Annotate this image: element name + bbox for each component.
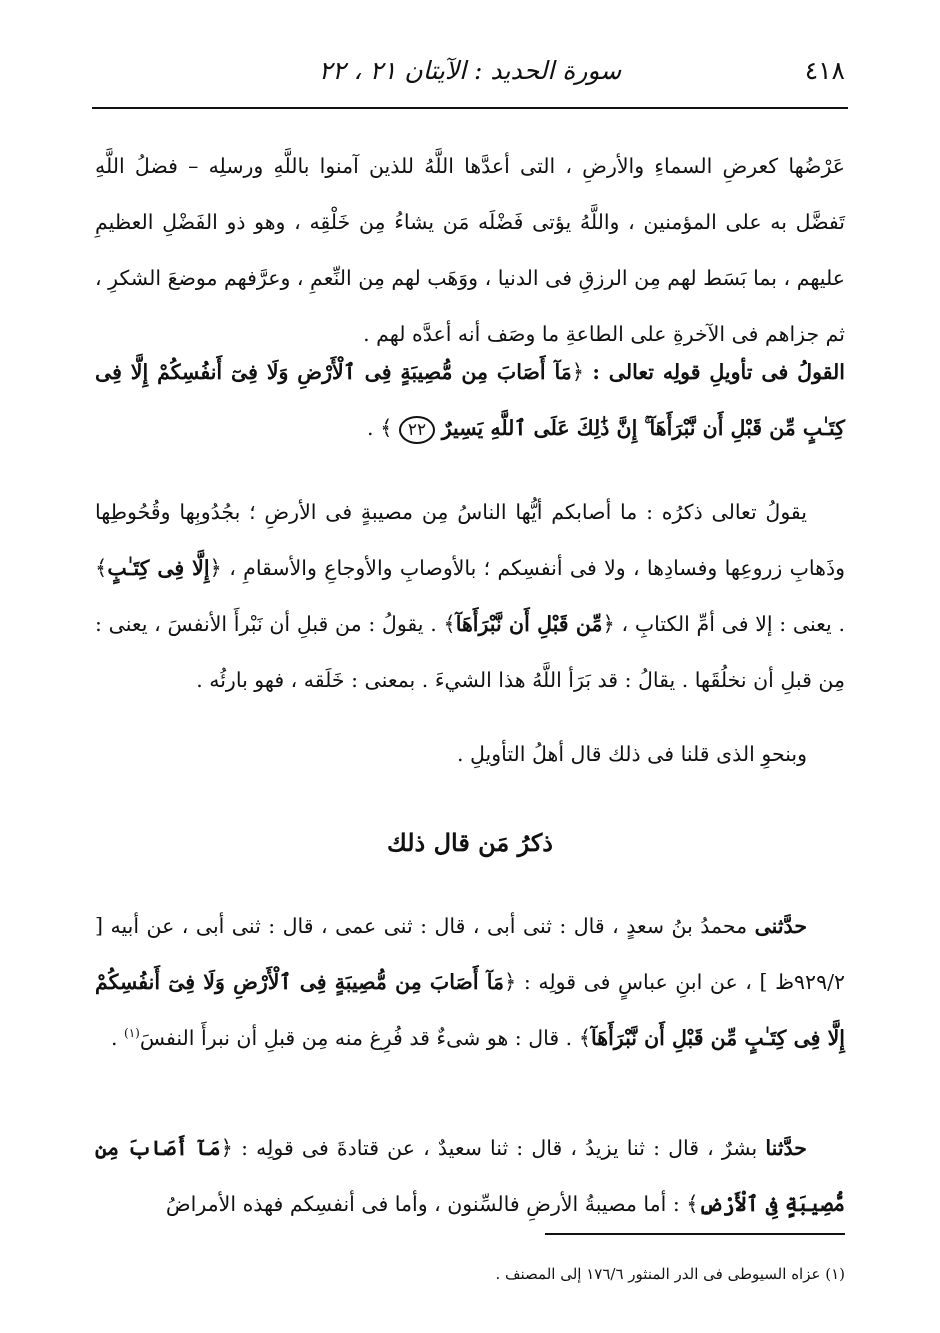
- paragraph-6-text: [95, 1120, 845, 1232]
- quran-quote: مِّن قَبْلِ أَن نَّبْرَأَهَآ: [455, 612, 603, 636]
- p6-text-1: بشرٌ ، قال : ثنا يزيدُ ، قال : ثنا سعيدٌ ، عن قتادةَ فى قولِه :: [241, 1136, 758, 1160]
- page-number: ٤١٨: [804, 56, 845, 85]
- footnote-rule: [545, 1233, 845, 1235]
- footnote: (١) عزاه السيوطى فى الدر المنثور ١٧٦/٦ إلى المصنف .: [495, 1265, 845, 1283]
- ornate-bracket-open: ﴿: [602, 612, 615, 636]
- p6-text-2: : أما مصيبةُ الأرضِ فالسِّنون ، وأما فى أنفسِكم فهذه الأمراضُ: [165, 1192, 680, 1216]
- p5-text-1: محمدُ بنُ سعدٍ ، قال : ثنى أبى ، قال : ثنى عمى ، قال : ثنى أبى ، عن أبيه [ ٩٢٩/٢ظ ] ، عن ابنِ عباسٍ فى قولِه :: [95, 914, 845, 994]
- paragraph-2: [95, 344, 845, 456]
- section-heading: ذكرُ مَن قال ذلك: [387, 828, 553, 857]
- quran-quote: مَآ أَصَابَ مِن مُّصِيبَةٍ فِى ٱلْأَرْضِ وَلَا فِىٓ أَنفُسِكُمْ إِلَّا فِى كِتَـٰبٍ مِّن قَبْلِ أَن نَّبْرَأَهَآ: [95, 970, 845, 1050]
- p3-text-1: يقولُ تعالى ذكرُه : ما أصابكم أيُّها الناسُ مِن مصيبةٍ فى الأرضِ ؛ بجُدُوبِها وقُحُوطِها وذَهابِ زروعِها وفسادِها ، ولا فى أنفسِكم ؛ بالأوصابِ والأوجاعِ والأسقامِ ،: [95, 500, 845, 580]
- narration-lead: حدَّثنى: [754, 914, 807, 938]
- paragraph-5-text: [95, 898, 845, 1066]
- p3-text-3: . يقولُ : من قبلِ أن نَبْرأَ الأنفسَ ، يعنى : مِن قبلِ أن نخلُقَها . يقالُ : قد بَرَأ اللَّهُ هذا الشيءَ . بمعنى : خَلَقه ، فهو بارئُه .: [95, 612, 845, 692]
- paragraph-2-end: .: [367, 416, 381, 440]
- ornate-bracket-open: ﴿: [503, 970, 517, 994]
- paragraph-1: [95, 138, 845, 362]
- section-lead: القولُ فى تأويلِ قولِه تعالى :: [592, 360, 845, 384]
- ornate-bracket-close: ﴾: [443, 612, 456, 636]
- p5-text-2: . قال : هو شىءٌ قد فُرِغ منه مِن قبلِ أن نبرأَ النفسَ: [139, 1026, 573, 1050]
- page-header: [95, 56, 845, 92]
- paragraph-1-text: عَرْضُها كعرضِ السماءِ والأرضِ ، التى أعدَّها اللَّهُ للذين آمنوا باللَّهِ ورسلِه – فضلُ اللَّهِ تَفضَّل به على المؤمنين ، واللَّهُ يؤتى فَضْلَه مَن يشاءُ مِن خَلْقِه ، وهو ذو الفَضْلِ العظيمِ عليهم ، بما بَسَط لهم مِن الرزقِ فى الدنيا ، ووَهَب لهم مِن النِّعمِ ، وعرَّفهم موضعَ الشكرِ ، ثم جزاهم فى الآخرةِ على الطاعةِ ما وصَف أنه أعدَّه لهم .: [95, 154, 845, 346]
- paragraph-3-text: [95, 484, 845, 708]
- ayah-number-marker: ٢٢: [399, 416, 435, 444]
- paragraph-6: [95, 1120, 845, 1232]
- quran-quote: إِلَّا فِى كِتَـٰبٍ: [107, 556, 210, 580]
- running-title: سورة الحديد : الآيتان ٢١ ، ٢٢: [318, 56, 622, 85]
- ornate-bracket-open: ﴿: [209, 556, 222, 580]
- ornate-bracket-open: ﴿: [220, 1136, 233, 1160]
- quran-quote: مَآ أَصَابَ مِن مُّصِيبَةٍ فِى ٱلْأَرْضِ: [95, 1136, 845, 1216]
- paragraph-4: [95, 726, 845, 782]
- ornate-bracket-open: ﴿: [571, 360, 585, 384]
- ornate-bracket-close: ﴾: [686, 1192, 699, 1216]
- footnote-reference: (١): [124, 1026, 140, 1041]
- header-rule: [92, 107, 848, 109]
- paragraph-2-text: [95, 344, 845, 456]
- ornate-bracket-close: ﴾: [578, 1026, 592, 1050]
- narration-lead: حدَّثنا: [765, 1136, 807, 1160]
- paragraph-4-text: وبنحوِ الذى قلنا فى ذلك قال أهلُ التأويلِ .: [456, 742, 807, 766]
- ornate-bracket-close: ﴾: [380, 416, 393, 440]
- p5-text-3: .: [110, 1026, 125, 1050]
- paragraph-3: [95, 484, 845, 708]
- quran-verse: مَآ أَصَابَ مِن مُّصِيبَةٍ فِى ٱلْأَرْضِ وَلَا فِىٓ أَنفُسِكُمْ إِلَّا فِى كِتَـٰبٍ مِّن قَبْلِ أَن نَّبْرَأَهَآ ۚ إِنَّ ذَٰلِكَ عَلَى ٱللَّهِ يَسِيرٌ: [95, 360, 845, 440]
- ornate-bracket-close: ﴾: [95, 556, 108, 580]
- p3-text-2: . يعنى : إلا فى أمِّ الكتابِ ،: [621, 612, 845, 636]
- paragraph-5: [95, 898, 845, 1066]
